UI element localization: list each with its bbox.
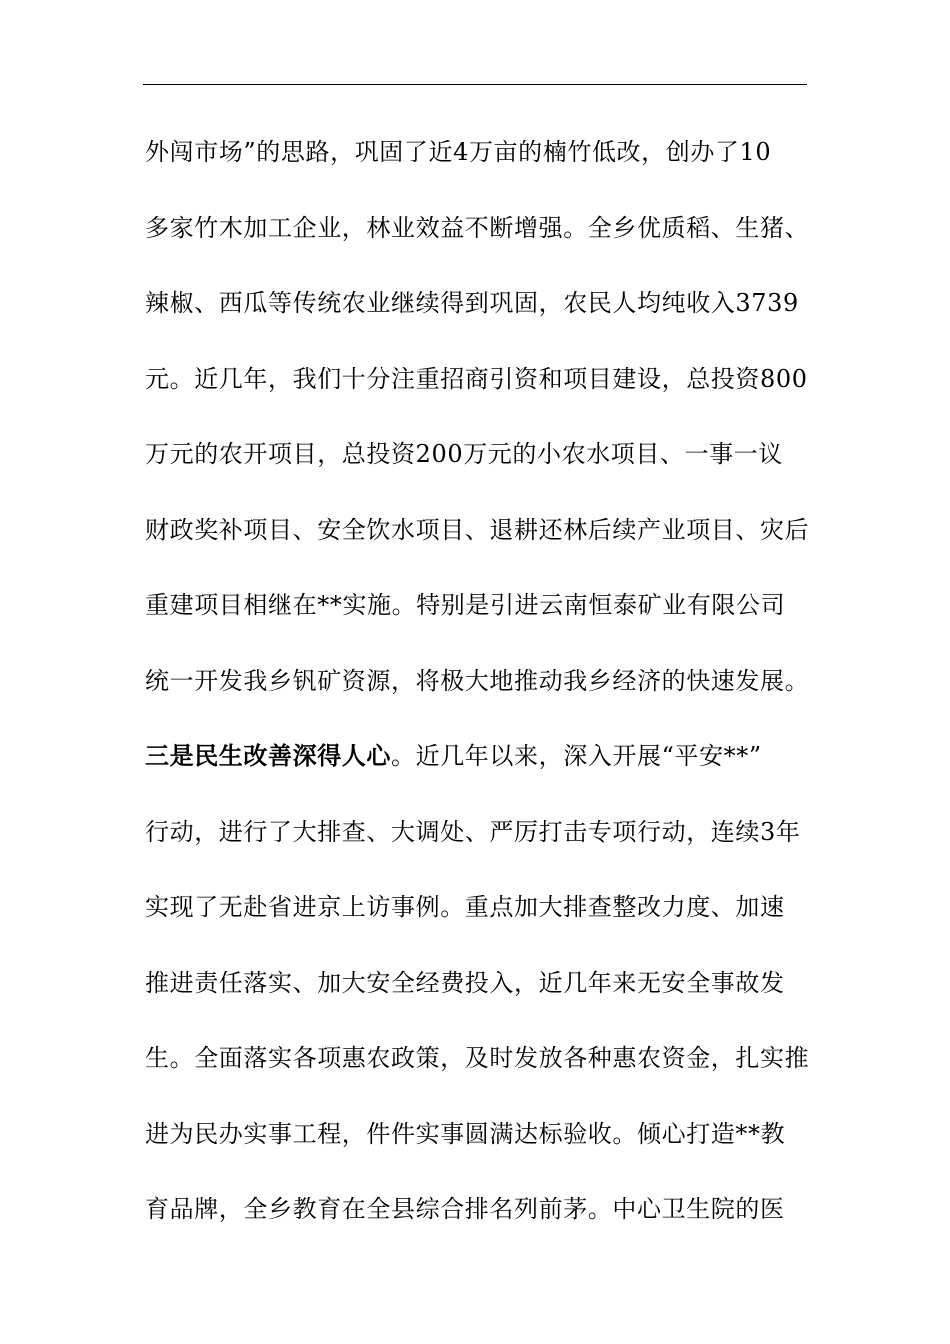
text-line [145,278,815,354]
line-text: 推进责任落实、加大安全经费投入，近几年来无安全事故发 [145,968,785,997]
line-text: 多家竹木加工企业，林业效益不断增强。全乡优质稻、生猪、 [145,213,810,242]
text-line [145,1184,815,1260]
line-text: 重建项目相继在**实施。特别是引进云南恒泰矿业有限公司 [145,591,786,619]
text-line [145,429,815,505]
text-line [145,354,815,430]
section-heading: 三是民生改善深得人心 [145,741,391,770]
text-line [145,958,815,1034]
line-text: 生。全面落实各项惠农政策，及时发放各种惠农资金，扎实推 [145,1044,810,1072]
line-text: 财政奖补项目、安全饮水项目、退耕还林后续产业项目、灾后 [145,515,810,544]
text-line [145,203,815,279]
line-text: 元。近几年，我们十分注重招商引资和项目建设，总投资800 [145,364,808,393]
text-line [145,580,815,656]
document-body [145,127,815,1260]
line-text: 育品牌，全乡教育在全县综合排名列前茅。中心卫生院的医 [145,1195,785,1223]
text-line [145,807,815,883]
header-rule [143,84,807,85]
line-text: 行动，进行了大排查、大调处、严厉打击专项行动，连续3年 [145,817,801,846]
line-text: 统一开发我乡钒矿资源，将极大地推动我乡经济的快速发展。 [145,666,810,695]
line-text: 实现了无赴省进京上访事例。重点加大排查整改力度、加速 [145,893,785,921]
line-text: 外闯市场”的思路，巩固了近4万亩的楠竹低改，创办了10 [145,138,772,166]
line-text: 万元的农开项目，总投资200万元的小农水项目、一事一议 [145,440,784,468]
text-line [145,656,815,732]
text-line [145,1109,815,1185]
text-line [145,127,815,203]
line-text: 。近几年以来，深入开展“平安**” [391,742,762,770]
line-text: 辣椒、西瓜等传统农业继续得到巩固，农民人均纯收入3739 [145,289,799,317]
text-line [145,731,815,807]
text-line [145,1033,815,1109]
text-line [145,882,815,958]
text-line [145,505,815,581]
line-text: 进为民办实事工程，件件实事圆满达标验收。倾心打造**教 [145,1119,786,1148]
